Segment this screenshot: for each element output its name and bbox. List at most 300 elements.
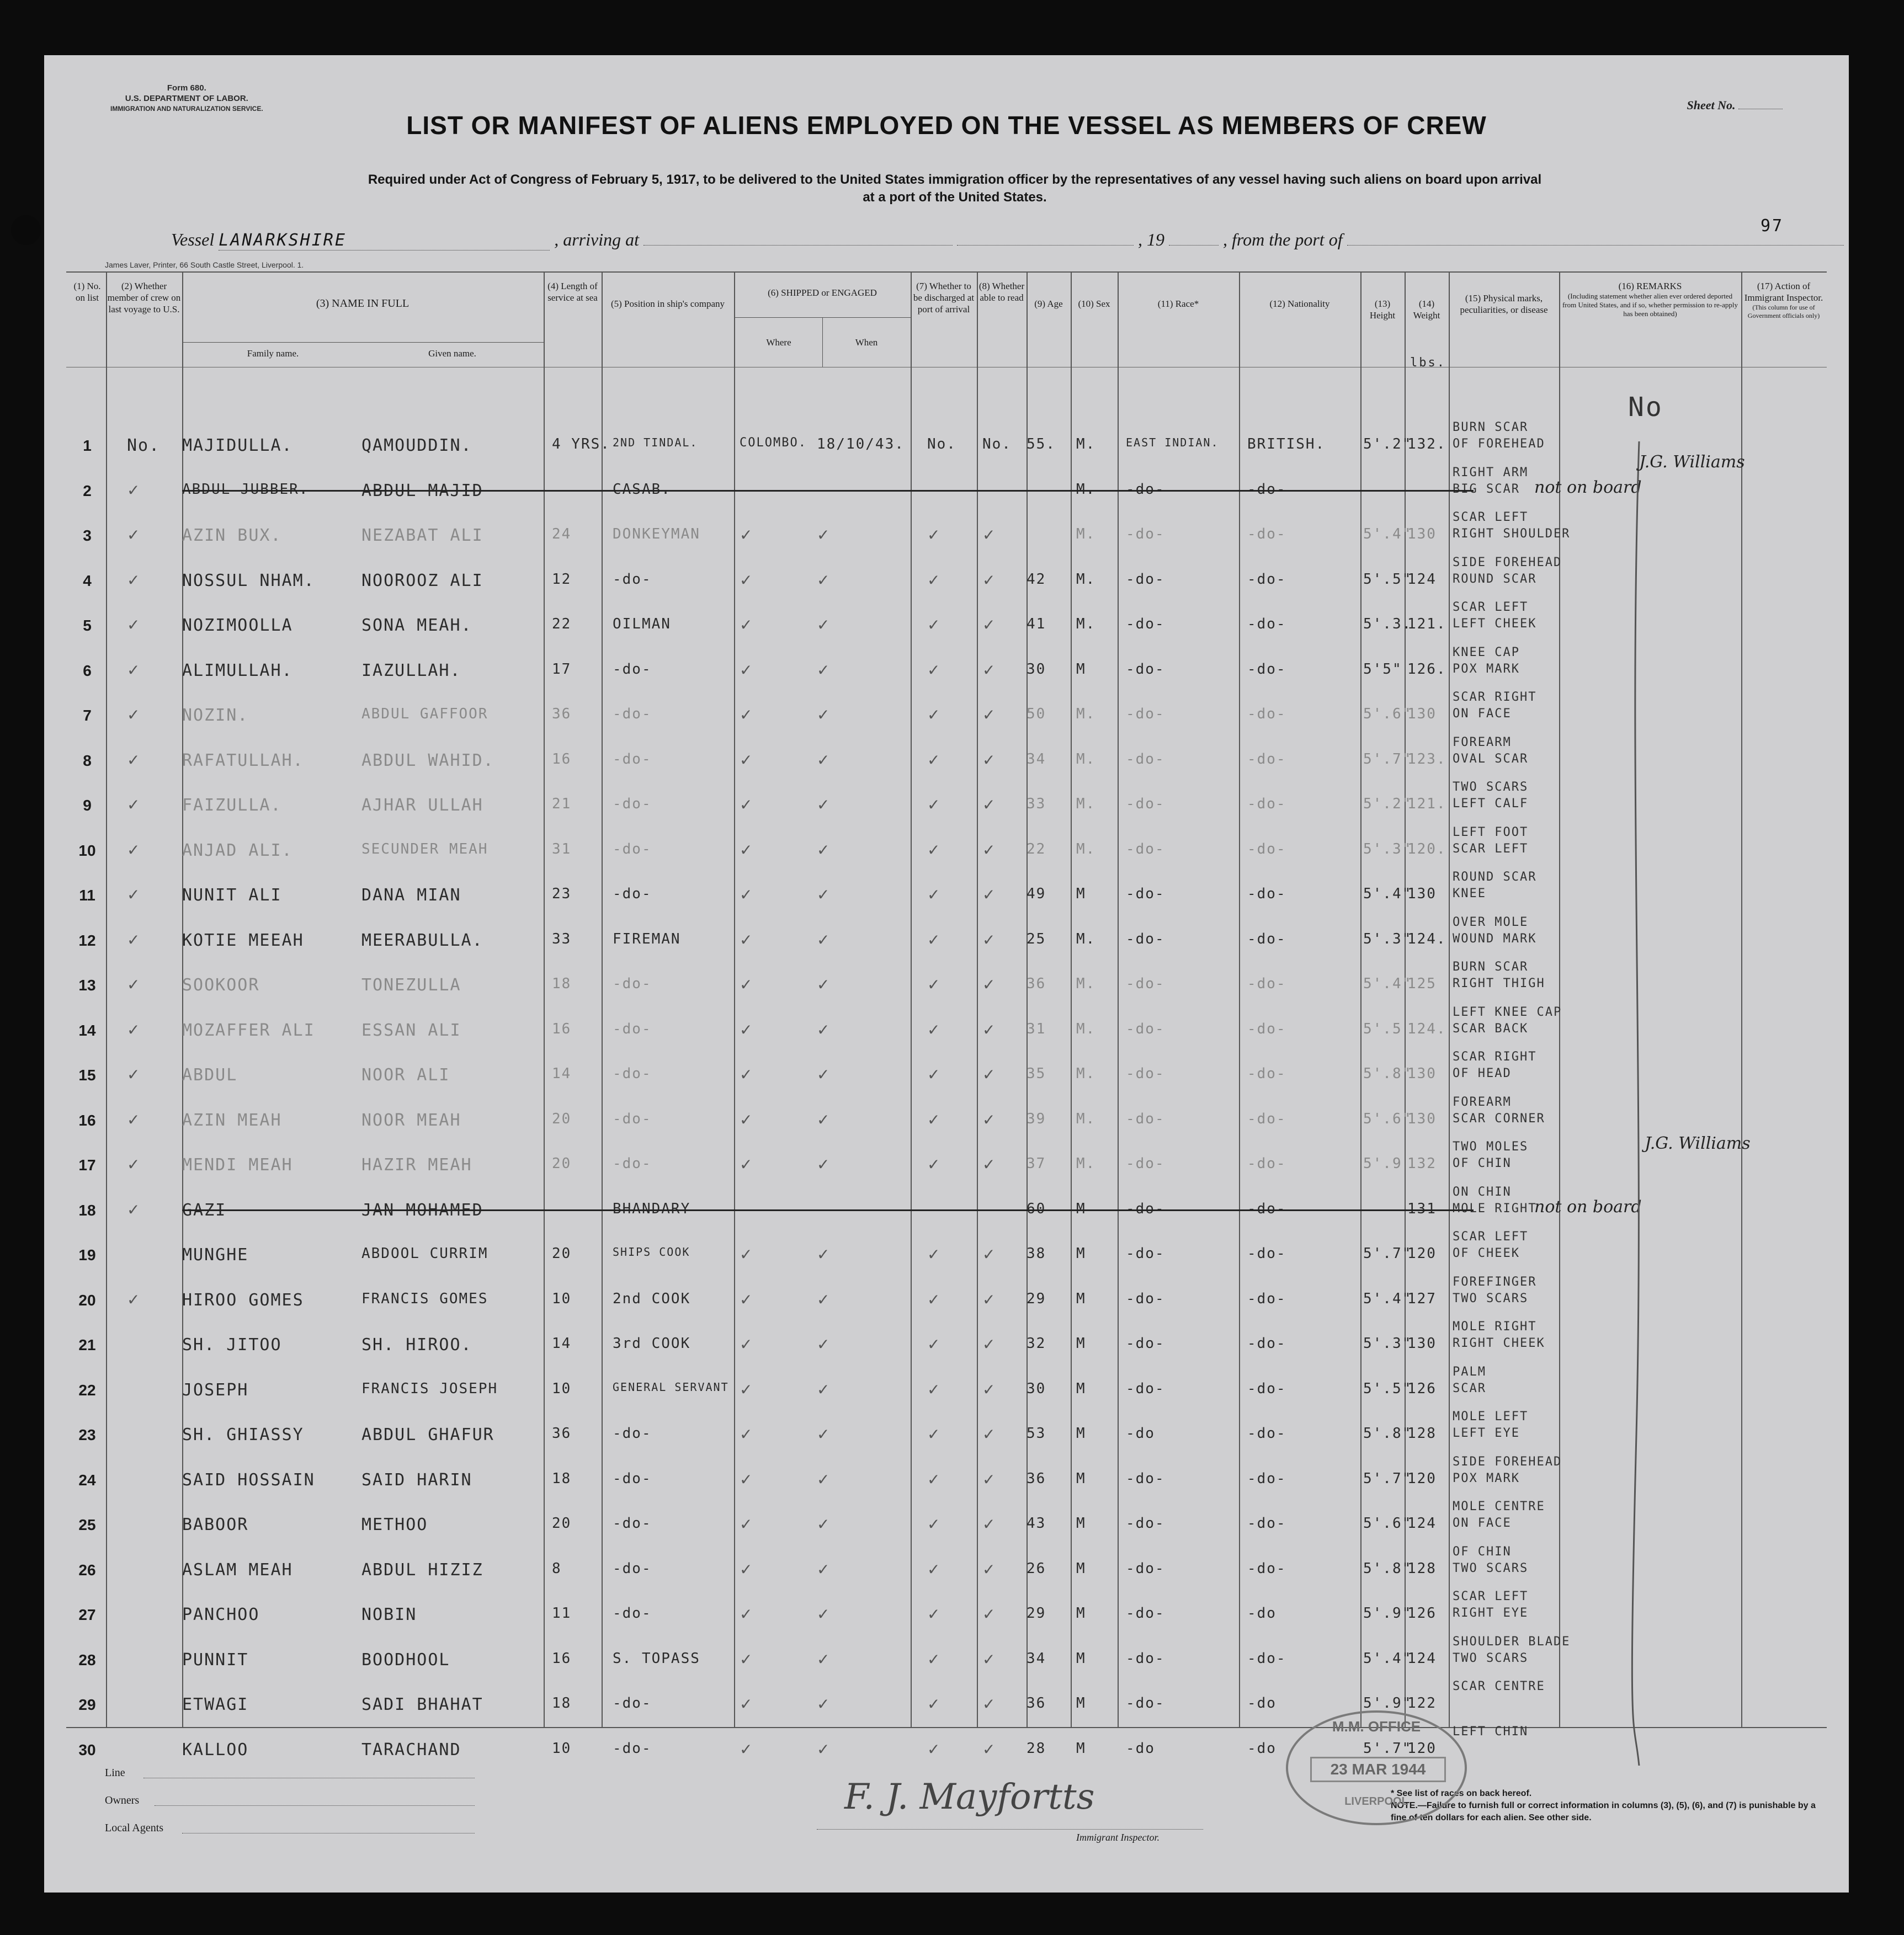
nationality-cell: -do-: [1247, 1245, 1286, 1262]
weight-unit: lbs.: [1410, 356, 1446, 370]
sex-cell: M: [1076, 660, 1086, 678]
prev-voyage-cell: ✓: [127, 526, 140, 544]
read-cell: No.: [982, 436, 1012, 452]
col-header-when: When: [855, 337, 878, 348]
nationality-cell: -do-: [1247, 1560, 1286, 1577]
age-cell: 36: [1027, 1470, 1046, 1487]
office-stamp: M.M. OFFICE 23 MAR 1944 LIVERPOOL: [1286, 1710, 1467, 1825]
manifest-sheet: [44, 55, 1849, 1893]
height-cell: 5'.7": [1363, 1470, 1412, 1487]
height-cell: 5'.2": [1363, 796, 1412, 812]
shipped-when-cell: ✓: [817, 750, 830, 769]
given-name-cell: NOOROOZ ALI: [361, 571, 483, 590]
discharge-cell: ✓: [927, 616, 940, 634]
service-name: IMMIGRATION AND NATURALIZATION SERVICE.: [110, 105, 263, 113]
sex-cell: M: [1076, 1200, 1086, 1217]
physical-marks-cell: SIDE FOREHEAD: [1453, 555, 1562, 569]
row-number: 1: [83, 437, 92, 454]
given-name-cell: MEERABULLA.: [361, 930, 483, 950]
service-cell: 36: [552, 1425, 572, 1442]
physical-marks-cell: TWO SCARS: [1453, 1291, 1529, 1305]
family-name-cell: HIROO GOMES: [182, 1290, 304, 1310]
row-number: 6: [83, 662, 92, 679]
physical-marks-cell: MOLE RIGHT: [1453, 1201, 1537, 1216]
height-cell: 5'.9": [1363, 1695, 1412, 1712]
sex-cell: M: [1076, 1335, 1086, 1352]
sex-cell: M.: [1076, 976, 1096, 992]
col-header-name: (3) NAME IN FULL: [316, 297, 409, 310]
nationality-cell: -do-: [1247, 660, 1286, 678]
shipped-when-cell: ✓: [817, 706, 830, 724]
read-cell: ✓: [982, 750, 996, 769]
prev-voyage-cell: ✓: [127, 1110, 140, 1129]
race-cell: -do-: [1126, 1020, 1165, 1037]
nationality-cell: -do-: [1247, 1380, 1286, 1397]
row-number: 28: [78, 1651, 96, 1669]
row-number: 14: [78, 1021, 96, 1039]
height-cell: 5'.8": [1363, 1560, 1412, 1577]
sex-cell: M: [1076, 1245, 1086, 1262]
physical-marks-cell: RIGHT ARM: [1453, 465, 1529, 479]
position-cell: -do-: [613, 1020, 652, 1037]
col-header-shipped: (6) SHIPPED or ENGAGED: [768, 287, 877, 298]
physical-marks-cell: LEFT CHIN: [1453, 1724, 1529, 1739]
shipped-where-cell: ✓: [740, 1155, 753, 1174]
age-cell: 50: [1027, 706, 1046, 722]
position-cell: -do-: [613, 1560, 652, 1577]
nationality-cell: -do-: [1247, 706, 1286, 722]
read-cell: ✓: [982, 1695, 996, 1713]
position-cell: -do-: [613, 1740, 652, 1757]
row-number: 11: [79, 887, 95, 904]
physical-marks-cell: SCAR CORNER: [1453, 1111, 1545, 1126]
shipped-where-cell: ✓: [740, 1560, 753, 1579]
height-cell: 5'.4": [1363, 526, 1412, 542]
position-cell: FIREMAN: [613, 930, 681, 947]
position-cell: 2ND TINDAL.: [613, 436, 698, 449]
shipped-where-cell: ✓: [740, 1695, 753, 1713]
col-header-read: (8) Whether able to read: [978, 281, 1025, 303]
shipped-when-cell: ✓: [817, 1560, 830, 1579]
family-name-cell: MUNGHE: [182, 1245, 249, 1265]
service-cell: 20: [552, 1155, 572, 1172]
sex-cell: M.: [1076, 1155, 1096, 1172]
vessel-name: LANARKSHIRE: [219, 231, 550, 250]
physical-marks-cell: SCAR BACK: [1453, 1021, 1529, 1036]
nationality-cell: -do-: [1247, 1020, 1286, 1037]
inspector-label: Immigrant Inspector.: [1076, 1832, 1160, 1843]
read-cell: ✓: [982, 796, 996, 814]
physical-marks-cell: SCAR LEFT: [1453, 1230, 1529, 1244]
col-header-previous-voyage: (2) Whether member of crew on last voyage to U.S.: [107, 281, 181, 314]
given-name-cell: DANA MIAN: [361, 886, 461, 905]
family-name-cell: NUNIT ALI: [182, 886, 282, 905]
col-header-service: (4) Length of service at sea: [547, 281, 598, 303]
age-cell: 30: [1027, 660, 1046, 678]
age-cell: 49: [1027, 886, 1046, 902]
discharge-cell: ✓: [927, 1515, 940, 1533]
physical-marks-cell: SCAR RIGHT: [1453, 1050, 1537, 1064]
discharge-cell: ✓: [927, 976, 940, 994]
weight-cell: 128: [1407, 1560, 1437, 1577]
physical-marks-cell: ON FACE: [1453, 1516, 1512, 1530]
discharge-cell: ✓: [927, 526, 940, 544]
initials-2: J.G. Williams: [1645, 1134, 1751, 1153]
race-cell: -do-: [1126, 706, 1165, 722]
read-cell: ✓: [982, 1425, 996, 1443]
discharge-cell: ✓: [927, 886, 940, 904]
nationality-cell: -do-: [1247, 1515, 1286, 1532]
read-cell: ✓: [982, 1515, 996, 1533]
shipped-where-cell: ✓: [740, 1020, 753, 1039]
physical-marks-cell: TWO MOLES: [1453, 1140, 1529, 1154]
prev-voyage-cell: No.: [127, 436, 161, 455]
physical-marks-cell: BIG SCAR: [1453, 482, 1520, 496]
race-cell: EAST INDIAN.: [1126, 436, 1219, 449]
sex-cell: M.: [1076, 526, 1096, 542]
service-cell: 36: [552, 706, 572, 722]
shipped-when-cell: ✓: [817, 1065, 830, 1084]
shipped-where-cell: ✓: [740, 796, 753, 814]
height-cell: 5'.3.: [1363, 616, 1412, 632]
physical-marks-cell: BURN SCAR: [1453, 960, 1529, 974]
race-cell: -do-: [1126, 1335, 1165, 1352]
given-name-cell: SONA MEAH.: [361, 616, 472, 635]
shipped-when-cell: ✓: [817, 1290, 830, 1309]
service-cell: 4 YRS.: [552, 436, 610, 452]
age-cell: 22: [1027, 840, 1046, 857]
race-cell: -do-: [1126, 750, 1165, 767]
race-cell: -do-: [1126, 840, 1165, 857]
col-header-race: (11) Race*: [1157, 298, 1199, 309]
discharge-cell: ✓: [927, 796, 940, 814]
service-cell: 20: [552, 1110, 572, 1127]
nationality-cell: -do-: [1247, 1650, 1286, 1667]
family-name-cell: SH. GHIASSY: [182, 1425, 304, 1444]
age-cell: 41: [1027, 616, 1046, 632]
inspector-signature: F. J. Mayfortts: [844, 1777, 1095, 1817]
position-cell: -do-: [613, 976, 652, 992]
race-cell: -do-: [1126, 886, 1165, 902]
sex-cell: M.: [1076, 930, 1096, 947]
sex-cell: M.: [1076, 840, 1096, 857]
prev-voyage-cell: ✓: [127, 886, 140, 904]
position-cell: GENERAL SERVANT: [613, 1380, 729, 1394]
discharge-cell: ✓: [927, 1290, 940, 1309]
initials-1: J.G. Williams: [1639, 452, 1745, 472]
shipped-when-cell: ✓: [817, 840, 830, 859]
shipped-where-cell: ✓: [740, 930, 753, 949]
shipped-where-cell: ✓: [740, 660, 753, 679]
weight-cell: 121.: [1407, 616, 1446, 632]
remarks-no: No: [1628, 392, 1663, 423]
shipped-when-cell: ✓: [817, 1335, 830, 1353]
shipped-when-cell: ✓: [817, 526, 830, 544]
row-number: 12: [78, 931, 96, 949]
read-cell: ✓: [982, 1065, 996, 1084]
given-name-cell: ABDUL WAHID.: [361, 750, 494, 770]
height-cell: 5'.5": [1363, 1380, 1412, 1397]
height-cell: 5'.4": [1363, 1290, 1412, 1307]
nationality-cell: -do-: [1247, 750, 1286, 767]
given-name-cell: NEZABAT ALI: [361, 526, 483, 545]
shipped-where-cell: ✓: [740, 1110, 753, 1129]
position-cell: BHANDARY: [613, 1200, 691, 1217]
weight-cell: 122: [1407, 1695, 1437, 1712]
shipped-where-cell: ✓: [740, 1470, 753, 1489]
read-cell: ✓: [982, 1020, 996, 1039]
discharge-cell: ✓: [927, 1425, 940, 1443]
family-name-cell: PUNNIT: [182, 1650, 249, 1670]
race-cell: -do-: [1126, 660, 1165, 678]
row-number: 29: [78, 1696, 96, 1713]
position-cell: 3rd COOK: [613, 1335, 691, 1352]
service-cell: 18: [552, 1695, 572, 1712]
physical-marks-cell: OF CHIN: [1453, 1156, 1512, 1170]
given-name-cell: ABDUL MAJID: [361, 481, 483, 500]
position-cell: -do-: [613, 1470, 652, 1487]
service-cell: 16: [552, 750, 572, 767]
row-number: 24: [78, 1471, 96, 1489]
nationality-cell: -do: [1247, 1740, 1277, 1757]
height-cell: 5'.9: [1363, 1155, 1402, 1172]
height-cell: 5'.6": [1363, 1110, 1412, 1127]
weight-cell: 126: [1407, 1605, 1437, 1622]
sex-cell: M.: [1076, 706, 1096, 722]
sex-cell: M: [1076, 1695, 1086, 1712]
race-cell: -do-: [1126, 1110, 1165, 1127]
position-cell: -do-: [613, 1425, 652, 1442]
age-cell: 36: [1027, 1695, 1046, 1712]
position-cell: -do-: [613, 1515, 652, 1532]
age-cell: 36: [1027, 976, 1046, 992]
given-name-cell: FRANCIS JOSEPH: [361, 1380, 498, 1397]
col-header-weight: (14) Weight: [1413, 298, 1440, 321]
family-name-cell: SOOKOOR: [182, 976, 260, 995]
height-cell: 5'.2": [1363, 436, 1412, 452]
shipped-where-cell: COLOMBO.: [740, 436, 807, 450]
prev-voyage-cell: ✓: [127, 1020, 140, 1039]
shipped-where-cell: ✓: [740, 1065, 753, 1084]
age-cell: 34: [1027, 1650, 1046, 1667]
height-cell: 5'.6": [1363, 706, 1412, 722]
service-cell: 10: [552, 1380, 572, 1397]
weight-cell: 120: [1407, 1470, 1437, 1487]
read-cell: ✓: [982, 1560, 996, 1579]
physical-marks-cell: ROUND SCAR: [1453, 572, 1537, 586]
race-cell: -do-: [1126, 1515, 1165, 1532]
height-cell: 5'.4": [1363, 976, 1412, 992]
sex-cell: M: [1076, 1515, 1086, 1532]
shipped-when-cell: ✓: [817, 1425, 830, 1443]
shipped-when-cell: ✓: [817, 660, 830, 679]
given-name-cell: SADI BHAHAT: [361, 1695, 483, 1714]
service-cell: 12: [552, 571, 572, 588]
read-cell: ✓: [982, 1155, 996, 1174]
strike-through-line: [182, 490, 1474, 492]
service-cell: 21: [552, 796, 572, 812]
discharge-cell: ✓: [927, 1155, 940, 1174]
family-name-cell: SAID HOSSAIN: [182, 1470, 315, 1490]
height-cell: 5'.4": [1363, 886, 1412, 902]
position-cell: -do-: [613, 571, 652, 588]
nationality-cell: -do-: [1247, 886, 1286, 902]
physical-marks-cell: RIGHT THIGH: [1453, 977, 1545, 990]
height-cell: 5'.3": [1363, 930, 1412, 947]
shipped-where-cell: ✓: [740, 526, 753, 544]
vessel-line: [171, 230, 1844, 250]
age-cell: 29: [1027, 1290, 1046, 1307]
height-cell: 5'.4": [1363, 1650, 1412, 1667]
weight-cell: 123.: [1407, 750, 1446, 767]
physical-marks-cell: FOREFINGER: [1453, 1275, 1537, 1289]
col-header-age: (9) Age: [1034, 298, 1063, 309]
age-cell: 53: [1027, 1425, 1046, 1442]
col-header-position: (5) Position in ship's company: [610, 298, 725, 309]
weight-cell: 131: [1407, 1200, 1437, 1217]
row-number: 2: [83, 482, 92, 499]
physical-marks-cell: SCAR: [1453, 1381, 1486, 1395]
position-cell: -do-: [613, 1605, 652, 1622]
race-cell: -do-: [1126, 1650, 1165, 1667]
physical-marks-cell: MOLE CENTRE: [1453, 1500, 1545, 1513]
race-cell: -do-: [1126, 1695, 1165, 1712]
weight-cell: 124: [1407, 1515, 1437, 1532]
punch-hole: [11, 215, 41, 245]
family-name-cell: ALIMULLAH.: [182, 660, 293, 680]
weight-cell: 130: [1407, 886, 1437, 902]
discharge-cell: ✓: [927, 706, 940, 724]
race-cell: -do-: [1126, 571, 1165, 588]
physical-marks-cell: OF HEAD: [1453, 1067, 1512, 1080]
sex-cell: M: [1076, 1290, 1086, 1307]
sex-cell: M.: [1076, 436, 1096, 452]
given-name-cell: HAZIR MEAH: [361, 1155, 472, 1175]
shipped-when-cell: ✓: [817, 886, 830, 904]
physical-marks-cell: FOREARM: [1453, 1095, 1512, 1109]
sex-cell: M: [1076, 1650, 1086, 1667]
shipped-when-cell: ✓: [817, 1245, 830, 1264]
family-name-cell: KOTIE MEEAH: [182, 930, 304, 950]
row-number: 20: [78, 1291, 96, 1309]
given-name-cell: JAN MOHAMED: [361, 1200, 483, 1220]
year-label: , 19: [1137, 230, 1164, 249]
service-cell: 14: [552, 1065, 572, 1082]
given-name-cell: FRANCIS GOMES: [361, 1290, 488, 1307]
col-header-given-name: Given name.: [428, 348, 476, 359]
prev-voyage-cell: ✓: [127, 750, 140, 769]
nationality-cell: -do-: [1247, 930, 1286, 947]
vessel-label: Vessel: [171, 230, 215, 249]
height-cell: 5'.6": [1363, 1515, 1412, 1532]
physical-marks-cell: POX MARK: [1453, 662, 1520, 676]
race-cell: -do-: [1126, 1245, 1165, 1262]
physical-marks-cell: KNEE: [1453, 887, 1486, 900]
row-number: 10: [78, 841, 96, 859]
race-cell: -do-: [1126, 1290, 1165, 1307]
height-cell: 5'.5: [1363, 1020, 1402, 1037]
family-name-cell: NOZIN.: [182, 706, 249, 725]
nationality-cell: -do-: [1247, 1470, 1286, 1487]
service-cell: 22: [552, 616, 572, 632]
row-number: 13: [78, 977, 96, 994]
shipped-where-cell: ✓: [740, 840, 753, 859]
sex-cell: M.: [1076, 616, 1096, 632]
physical-marks-cell: RIGHT EYE: [1453, 1606, 1529, 1620]
row-number: 8: [83, 751, 92, 769]
physical-marks-cell: OF CHEEK: [1453, 1246, 1520, 1260]
nationality-cell: BRITISH.: [1247, 436, 1326, 452]
discharge-cell: ✓: [927, 1650, 940, 1669]
position-cell: CASAB.: [613, 481, 671, 498]
physical-marks-cell: ROUND SCAR: [1453, 870, 1537, 884]
shipped-where-cell: ✓: [740, 1290, 753, 1309]
prev-voyage-cell: ✓: [127, 930, 140, 949]
prev-voyage-cell: ✓: [127, 1290, 140, 1309]
family-name-cell: AZIN MEAH: [182, 1110, 282, 1130]
read-cell: ✓: [982, 1470, 996, 1489]
sex-cell: M: [1076, 1605, 1086, 1622]
physical-marks-cell: WOUND MARK: [1453, 931, 1537, 946]
age-cell: 28: [1027, 1740, 1046, 1757]
prev-voyage-cell: ✓: [127, 976, 140, 994]
sex-cell: M.: [1076, 1110, 1096, 1127]
age-cell: 34: [1027, 750, 1046, 767]
position-cell: 2nd COOK: [613, 1290, 691, 1307]
sex-cell: M.: [1076, 571, 1096, 588]
service-cell: 10: [552, 1740, 572, 1757]
row-number: 25: [78, 1516, 96, 1533]
physical-marks-cell: TWO SCARS: [1453, 1561, 1529, 1575]
race-cell: -do-: [1126, 796, 1165, 812]
family-name-cell: RAFATULLAH.: [182, 750, 304, 770]
given-name-cell: ABDUL GAFFOOR: [361, 706, 488, 722]
prev-voyage-cell: ✓: [127, 1200, 140, 1219]
given-name-cell: NOOR ALI: [361, 1065, 450, 1085]
weight-cell: 125: [1407, 976, 1437, 992]
nationality-cell: -do: [1247, 1695, 1277, 1712]
col-header-inspector-action: (17) Action of Immigrant Inspector. (This column for use of Government officials only): [1744, 281, 1823, 319]
shipped-where-cell: ✓: [740, 1335, 753, 1353]
form-number: Form 680.: [167, 83, 206, 93]
family-name-cell: SH. JITOO: [182, 1335, 282, 1355]
discharge-cell: ✓: [927, 571, 940, 589]
age-cell: 42: [1027, 571, 1046, 588]
physical-marks-cell: OF CHIN: [1453, 1544, 1512, 1559]
age-cell: 60: [1027, 1200, 1046, 1217]
page-title: LIST OR MANIFEST OF ALIENS EMPLOYED ON THE VESSEL AS MEMBERS OF CREW: [406, 111, 1487, 140]
read-cell: ✓: [982, 1605, 996, 1623]
physical-marks-cell: MOLE LEFT: [1453, 1410, 1529, 1424]
shipped-when-cell: ✓: [817, 1380, 830, 1399]
prev-voyage-cell: ✓: [127, 840, 140, 859]
shipped-where-cell: ✓: [740, 571, 753, 589]
physical-marks-cell: SCAR CENTRE: [1453, 1680, 1545, 1693]
height-cell: 5'.8": [1363, 1065, 1412, 1082]
read-cell: ✓: [982, 1335, 996, 1353]
position-cell: -do-: [613, 1155, 652, 1172]
given-name-cell: ABDUL HIZIZ: [361, 1560, 483, 1580]
weight-cell: 130: [1407, 1110, 1437, 1127]
weight-cell: 132: [1407, 1155, 1437, 1172]
given-name-cell: SH. HIROO.: [361, 1335, 472, 1355]
physical-marks-cell: TWO SCARS: [1453, 780, 1529, 794]
nationality-cell: -do-: [1247, 976, 1286, 992]
weight-cell: 124.: [1407, 1020, 1446, 1037]
race-cell: -do-: [1126, 481, 1165, 498]
nationality-cell: -do-: [1247, 1155, 1286, 1172]
discharge-cell: ✓: [927, 840, 940, 859]
